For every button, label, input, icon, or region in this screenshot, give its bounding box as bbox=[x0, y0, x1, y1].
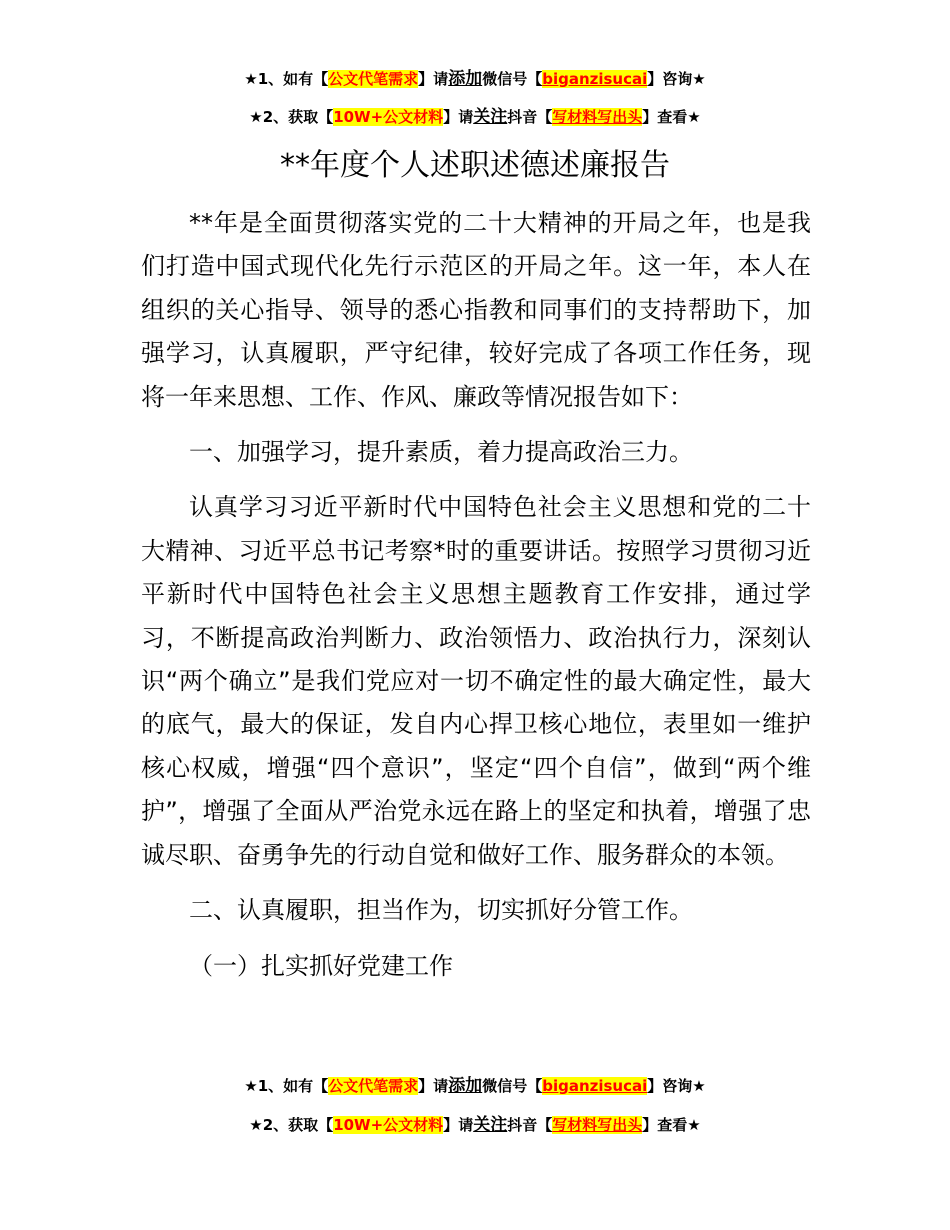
promo-text: 】查看★ bbox=[642, 1116, 701, 1134]
heading-subsection-1: （一）扎实抓好党建工作 bbox=[189, 951, 453, 980]
heading-section-2: 二、认真履职，担当作为，切实抓好分管工作。 bbox=[189, 896, 693, 925]
promo-underlined-text: 关注 bbox=[473, 1115, 508, 1135]
promo-text: 2、获取【 bbox=[262, 1116, 334, 1134]
promo-underlined-text: 关注 bbox=[473, 107, 508, 127]
promo-text: 抖音【 bbox=[507, 1116, 553, 1134]
promo-highlight-materials: 10W+公文材料 bbox=[333, 1116, 444, 1134]
promo-text: 微信号【 bbox=[482, 1077, 543, 1095]
promo-text: 】咨询★ bbox=[647, 70, 706, 88]
promo-text: 】请 bbox=[443, 108, 474, 126]
promo-text: 】查看★ bbox=[642, 108, 701, 126]
promo-text: 1、如有【 bbox=[257, 1077, 329, 1095]
promo-highlight-service: 公文代笔需求 bbox=[328, 1077, 419, 1095]
promo-line-2-bottom bbox=[0, 1115, 950, 1135]
promo-text: 】请 bbox=[418, 1077, 449, 1095]
promo-highlight-wechat-id: biganzisucai bbox=[542, 70, 648, 88]
promo-highlight-douyin-id: 写材料写出头 bbox=[552, 108, 643, 126]
promo-highlight-wechat-id: biganzisucai bbox=[542, 1077, 648, 1095]
star-icon: ★ bbox=[249, 1116, 263, 1134]
star-icon: ★ bbox=[249, 108, 263, 126]
promo-underlined-text: 添加 bbox=[448, 69, 483, 89]
promo-line-2-top bbox=[0, 107, 950, 127]
heading-section-1: 一、加强学习，提升素质，着力提高政治三力。 bbox=[189, 438, 693, 467]
promo-text: 1、如有【 bbox=[257, 70, 329, 88]
document-title: **年度个人述职述德述廉报告 bbox=[280, 148, 670, 183]
promo-highlight-service: 公文代笔需求 bbox=[328, 70, 419, 88]
promo-text: 】咨询★ bbox=[647, 1077, 706, 1095]
promo-underlined-text: 添加 bbox=[448, 1076, 483, 1096]
paragraph-intro: **年是全面贯彻落实党的二十大精神的开局之年，也是我们打造中国式现代化先行示范区的开局之年。这一年，本人在组织的关心指导、领导的悉心指教和同事们的支持帮助下，加强学习，认真履职，严守纪律，较好完成了各项工作任务，现将一年来思想、工作、作风、廉政等情况报告如下： bbox=[141, 209, 811, 411]
promo-text: 2、获取【 bbox=[262, 108, 334, 126]
promo-text: 微信号【 bbox=[482, 70, 543, 88]
promo-text: 抖音【 bbox=[507, 108, 553, 126]
document-body bbox=[141, 202, 811, 988]
star-icon: ★ bbox=[244, 70, 258, 88]
promo-text: 】请 bbox=[418, 70, 449, 88]
promo-text: 】请 bbox=[443, 1116, 474, 1134]
paragraph-section-1: 认真学习习近平新时代中国特色社会主义思想和党的二十大精神、习近平总书记考察*时的重要讲话。按照学习贯彻习近平新时代中国特色社会主义思想主题教育工作安排，通过学习，不断提高政治判断力、政治领悟力、政治执行力，深刻认识“两个确立”是我们党应对一切不确定性的最大确定性，最大的底气，最大的保证，发自内心捍卫核心地位，表里如一维护核心权威，增强“四个意识”，坚定“四个自信”，做到“两个维护”，增强了全面从严治党永远在路上的坚定和执着，增强了忠诚尽职、奋勇争先的行动自觉和做好工作、服务群众的本领。 bbox=[141, 493, 811, 869]
promo-line-1-top bbox=[0, 69, 950, 89]
star-icon: ★ bbox=[244, 1077, 258, 1095]
promo-line-1-bottom bbox=[0, 1076, 950, 1096]
promo-highlight-douyin-id: 写材料写出头 bbox=[552, 1116, 643, 1134]
promo-highlight-materials: 10W+公文材料 bbox=[333, 108, 444, 126]
